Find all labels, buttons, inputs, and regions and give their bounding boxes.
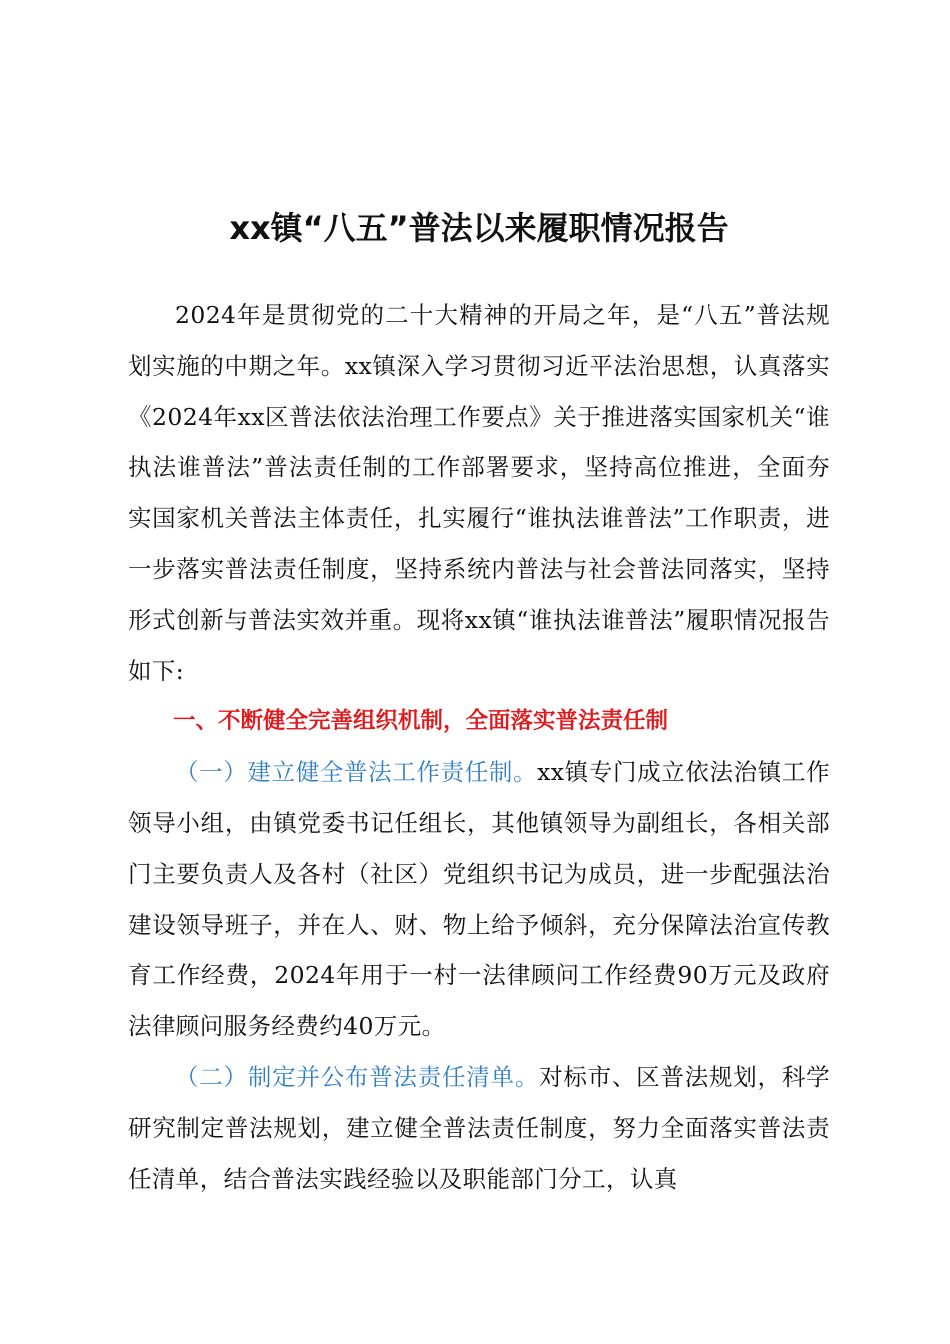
section-1-heading: 一、不断健全完善组织机制，全面落实普法责任制	[173, 708, 669, 735]
item-1-text: xx镇专门成立依法治镇工作领导小组，由镇党委书记任组长，其他镇领导为副组长，各相关部门主要负责人及各村（社区）党组织书记为成员，进一步配强法治建设领导班子，并在人、财、物上给予倾斜，充分保障法治宣传教育工作经费，2024年用于一村一法律顾问工作经费90万元及政府法律顾问服务经费约40万元。	[128, 758, 830, 1041]
document-title: xx镇“八五”普法以来履职情况报告	[229, 209, 729, 247]
item-2-subheading: （二）制定并公布普法责任清单。	[175, 1062, 540, 1091]
item-2-text: 对标市、区普法规划，科学研究制定普法规划，建立健全普法责任制度，努力全面落实普法责任清单，结合普法实践经验以及职能部门分工，认真	[128, 1062, 830, 1193]
item-1-subheading: （一）建立健全普法工作责任制。	[175, 758, 538, 787]
intro-paragraph: 2024年是贯彻党的二十大精神的开局之年，是“八五”普法规划实施的中期之年。xx镇深入学习贯彻习近平法治思想，认真落实《2024年xx区普法依法治理工作要点》关于推进落实国家机关“谁执法谁普法”普法责任制的工作部署要求，坚持高位推进，全面夯实国家机关普法主体责任，扎实履行“谁执法谁普法”工作职责，进一步落实普法责任制度，坚持系统内普法与社会普法同落实，坚持形式创新与普法实效并重。现将xx镇“谁执法谁普法”履职情况报告如下:	[128, 301, 830, 685]
section-1-item-1	[128, 747, 830, 1052]
section-1-item-2	[128, 1052, 830, 1204]
document-page	[128, 200, 830, 1204]
